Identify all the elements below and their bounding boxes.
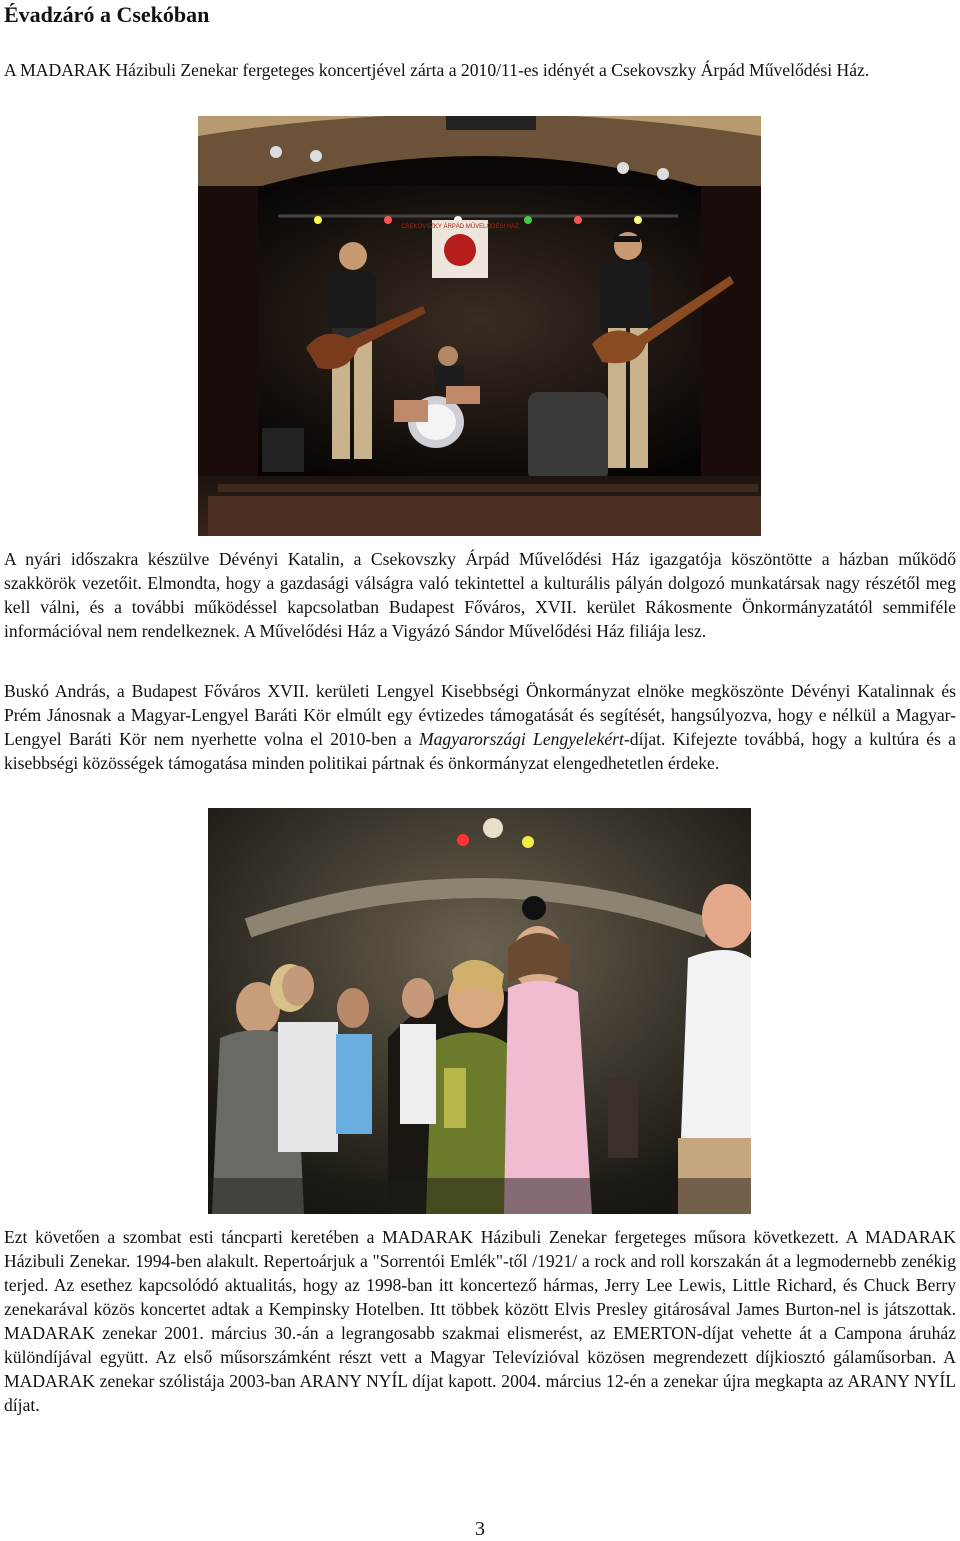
- paragraph-busko-text: Buskó András, a Budapest Főváros XVII. kerületi Lengyel Kisebbségi Önkormányzat elnöke megköszönte Dévényi Katalinnak és Prém Jánosnak a Magyar-Lengyel Baráti Kör elmúlt egy évtizedes támogatását és segítését, hangsúlyozva, hogy e nélkül a Magyar-Lengyel Baráti Kör nem nyerhette volna el 2010-ben a: [4, 681, 956, 749]
- stage-photo-drawing: [198, 116, 761, 536]
- page-number: 3: [475, 1518, 485, 1540]
- dance-photo-drawing: [208, 808, 751, 1214]
- paragraph-director: A nyári időszakra készülve Dévényi Katalin, a Csekovszky Árpád Művelődési Ház igazgatója köszöntötte a házban működő szakkörök vezetőit. Elmondta, hogy a gazdasági válságra való tekintettel a kulturális pályán dolgozó munkatársak nagy részétől meg kell válni, és a további működéssel kapcsolatban Budapest Főváros, XVII. kerület Rákosmente Önkormányzatától semmiféle információval nem rendelkeznek. A Művelődési Ház a Vigyázó Sándor Művelődési Ház filiája lesz.: [4, 549, 956, 641]
- article-title: Évadzáró a Csekóban: [4, 2, 210, 27]
- stage-sign-text: CSEKOVSZKY ÁRPÁD MŰVELŐDÉSI HÁZ: [401, 224, 519, 230]
- paragraph-madarak: Ezt követően a szombat esti táncparti keretében a MADARAK Házibuli Zenekar fergeteges műsora következett. A MADARAK Házibuli Zenekar. 1994-ben alakult. Repertoárjuk a "Sorrentói Emlék"-től /1921/ a rock and roll korszakán át a legmodernebb zenékig terjed. Az esethez kapcsolódó aktualitás, hogy az 1998-ban itt koncertező hármas, Jerry Lee Lewis, Little Richard, és Chuck Berry zenekarával közös koncertet adtak a Kempinsky Hotelben. Itt többek között Elvis Presley gitárosával James Burton-nel is játszottak. MADARAK zenekar 2001. március 30.-án a legrangosabb szakmai elismerést, az EMERTON-díjat vehette át a Campona áruház különdíjával együtt. Az első műsorszámként részt vett a Magyar Televízióval közösen megrendezett díjkiosztó gálaműsorban. A MADARAK zenekar szólistája 2003-ban ARANY NYÍL díjat kapott. 2004. március 12-én a zenekar újra megkapta az ARANY NYÍL díjat.: [4, 1227, 956, 1415]
- dance-photo: [208, 808, 751, 1214]
- paragraph-busko-end: -díjat. Kifejezte továbbá, hogy a kultúra és a kisebbségi közösségek támogatása minden politikai pártnak és önkormányzat elengedhetetlen érdeke.: [4, 729, 956, 773]
- stage-photo: [198, 116, 761, 536]
- award-name: Magyarországi Lengyelekért: [418, 729, 624, 749]
- paragraph-intro: A MADARAK Házibuli Zenekar fergeteges koncertjével zárta a 2010/11-es idényét a Csekovszky Árpád Művelődési Ház.: [4, 60, 870, 80]
- paragraph-busko: [4, 679, 956, 775]
